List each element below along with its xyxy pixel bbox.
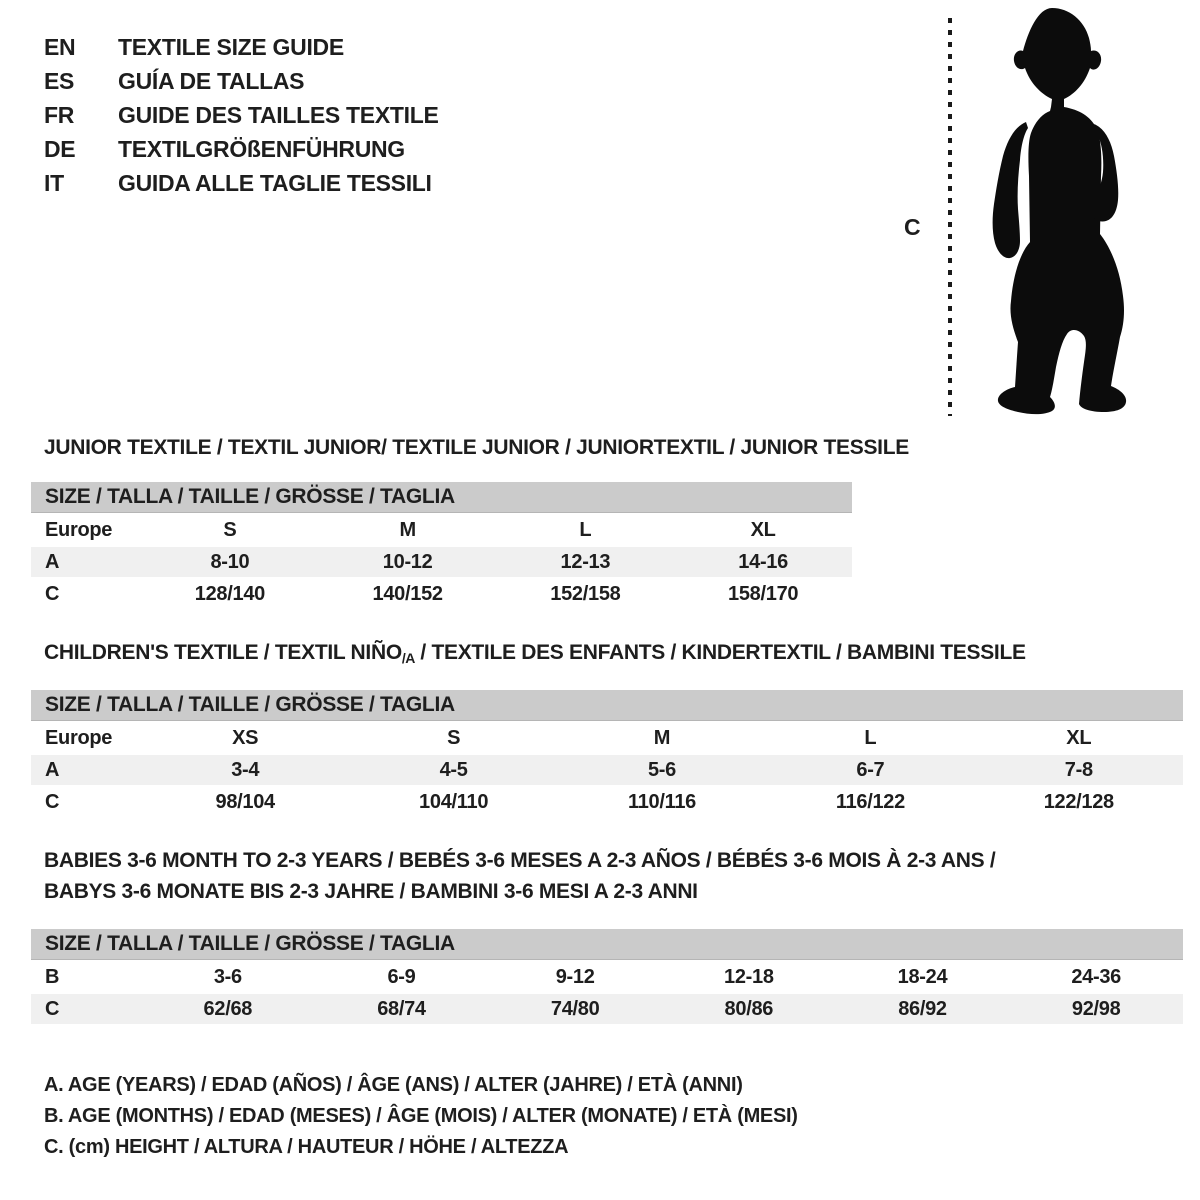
- table-row: [31, 787, 1183, 817]
- language-title: TEXTILE SIZE GUIDE: [118, 34, 344, 60]
- size-value-cell: 152/158: [550, 582, 621, 605]
- size-value-cell: 4-5: [439, 758, 468, 781]
- size-value-cell: 3-4: [231, 758, 260, 781]
- size-value-cell: S: [223, 518, 237, 541]
- row-label: A: [45, 758, 60, 781]
- size-value-cell: 7-8: [1064, 758, 1093, 781]
- size-value-cell: 5-6: [647, 758, 676, 781]
- size-value-cell: 10-12: [382, 550, 433, 573]
- size-value-cell: 62/68: [203, 997, 253, 1020]
- section-title-babies-line2: BABYS 3-6 MONATE BIS 2-3 JAHRE / BAMBINI 3-6 MESI A 2-3 ANNI: [44, 880, 698, 903]
- size-value-cell: 12-18: [724, 965, 774, 988]
- size-value-cell: 6-7: [856, 758, 885, 781]
- size-value-cell: 18-24: [897, 965, 948, 988]
- size-value-cell: 80/86: [724, 997, 774, 1020]
- table-row: [31, 579, 852, 609]
- legend-note-b: B. AGE (MONTHS) / EDAD (MESES) / ÂGE (MOIS) / ALTER (MONATE) / ETÀ (MESI): [44, 1105, 798, 1127]
- size-value-cell: 104/110: [419, 790, 489, 813]
- legend-note-a: A. AGE (YEARS) / EDAD (AÑOS) / ÂGE (ANS) / ALTER (JAHRE) / ETÀ (ANNI): [44, 1074, 743, 1096]
- size-value-cell: 9-12: [555, 965, 595, 988]
- language-row: [44, 64, 439, 98]
- size-value-cell: 74/80: [550, 997, 600, 1020]
- table-row: [31, 994, 1183, 1024]
- size-value-cell: 12-13: [560, 550, 611, 573]
- table-row: [31, 755, 1183, 785]
- section-title-children-sub: /A: [401, 650, 415, 666]
- section-title-children-post: / TEXTILE DES ENFANTS / KINDERTEXTIL / BAMBINI TESSILE: [414, 641, 1026, 664]
- language-code: EN: [44, 34, 76, 60]
- table-row: [31, 515, 852, 545]
- row-label: C: [45, 997, 60, 1020]
- size-value-cell: 68/74: [377, 997, 426, 1020]
- section-title-children: [44, 641, 1026, 666]
- size-value-cell: M: [653, 726, 671, 749]
- size-value-cell: M: [399, 518, 416, 541]
- toddler-body: [993, 8, 1127, 414]
- language-title: GUIDA ALLE TAGLIE TESSILI: [118, 170, 432, 196]
- language-row: [44, 166, 439, 200]
- size-value-cell: XL: [750, 518, 776, 541]
- size-value-cell: 122/128: [1043, 790, 1114, 813]
- language-row: [44, 98, 439, 132]
- row-label: C: [45, 790, 60, 813]
- size-value-cell: S: [447, 726, 461, 749]
- size-header-bar: SIZE / TALLA / TAILLE / GRÖSSE / TAGLIA: [31, 929, 1183, 960]
- section-title-junior: JUNIOR TEXTILE / TEXTIL JUNIOR/ TEXTILE JUNIOR / JUNIORTEXTIL / JUNIOR TESSILE: [44, 436, 909, 459]
- row-label: Europe: [45, 726, 113, 749]
- size-value-cell: 86/92: [898, 997, 947, 1020]
- language-code: IT: [44, 170, 64, 196]
- size-header-bar: SIZE / TALLA / TAILLE / GRÖSSE / TAGLIA: [31, 690, 1183, 721]
- size-value-cell: 116/122: [835, 790, 905, 813]
- size-value-cell: 14-16: [738, 550, 788, 573]
- language-title: TEXTILGRÖßENFÜHRUNG: [118, 136, 405, 162]
- row-label: C: [45, 582, 60, 605]
- section-title-children-pre: CHILDREN'S TEXTILE / TEXTIL NIÑO: [44, 641, 402, 664]
- row-label: Europe: [45, 518, 113, 541]
- size-value-cell: XS: [232, 726, 259, 749]
- toddler-silhouette: [938, 4, 1150, 424]
- language-title: GUIDE DES TAILLES TEXTILE: [118, 102, 439, 128]
- size-value-cell: 158/170: [728, 582, 799, 605]
- language-title-block: [44, 30, 439, 200]
- language-row: [44, 132, 439, 166]
- table-row: [31, 962, 1183, 992]
- junior-size-table: [31, 482, 852, 609]
- size-value-cell: L: [579, 518, 592, 541]
- size-value-cell: 8-10: [210, 550, 250, 573]
- language-row: [44, 30, 439, 64]
- size-value-cell: 6-9: [387, 965, 416, 988]
- size-value-cell: 140/152: [372, 582, 443, 605]
- table-row: [31, 547, 852, 577]
- row-label: B: [45, 965, 60, 988]
- language-title: GUÍA DE TALLAS: [118, 68, 305, 94]
- size-value-cell: 128/140: [194, 582, 265, 605]
- language-code: DE: [44, 136, 76, 162]
- row-label: A: [45, 550, 60, 573]
- language-code: FR: [44, 102, 75, 128]
- babies-size-table: [31, 929, 1183, 1024]
- children-size-table: [31, 690, 1183, 817]
- table-row: [31, 723, 1183, 753]
- size-value-cell: 3-6: [213, 965, 242, 988]
- size-value-cell: 110/116: [627, 790, 696, 813]
- height-measure-label: C: [904, 214, 921, 240]
- size-value-cell: 98/104: [215, 790, 275, 813]
- legend-notes: [44, 1070, 798, 1163]
- size-header-bar: SIZE / TALLA / TAILLE / GRÖSSE / TAGLIA: [31, 482, 852, 513]
- size-value-cell: 92/98: [1071, 997, 1121, 1020]
- size-value-cell: L: [864, 726, 877, 749]
- language-code: ES: [44, 68, 75, 94]
- section-title-babies-line1: BABIES 3-6 MONTH TO 2-3 YEARS / BEBÉS 3-6 MESES A 2-3 AÑOS / BÉBÉS 3-6 MOIS À 2-3 ANS /: [44, 849, 996, 872]
- size-value-cell: 24-36: [1071, 965, 1121, 988]
- size-value-cell: XL: [1066, 726, 1092, 749]
- legend-note-c: C. (cm) HEIGHT / ALTURA / HAUTEUR / HÖHE / ALTEZZA: [44, 1136, 569, 1158]
